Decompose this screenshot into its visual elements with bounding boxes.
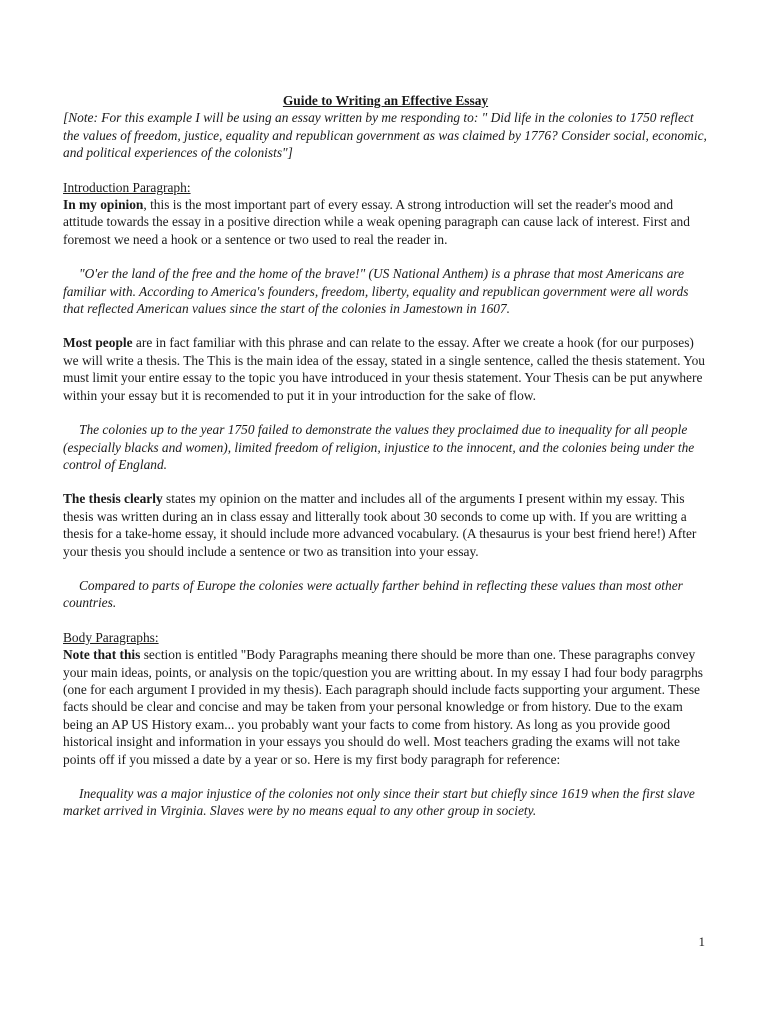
body-paragraphs-explanation xyxy=(63,646,708,768)
page-number: 1 xyxy=(698,934,705,949)
document-page xyxy=(63,92,708,820)
example-thesis: The colonies up to the year 1750 failed to demonstrate the values they proclaimed due to inequality for all people (especially blacks and women), limited freedom of religion, injustice to the innocent, and the colonies being under the control of England. xyxy=(63,422,695,472)
introduction-lead: In my opinion xyxy=(63,197,144,213)
introduction-paragraph xyxy=(63,196,708,248)
thesis-text: states my opinion on the matter and includes all of the arguments I present within my essay. This thesis was written during an in class essay and litterally took about 30 seconds to come up with. If you are writting a thesis for a take-home essay, it should include more advanced vocabulary. (A thesaurus is your best friend here!) After your thesis you should include a sentence or two as transition into your essay. xyxy=(63,491,697,559)
example-hook: "O'er the land of the free and the home of the brave!" (US National Anthem) is a phrase that most Americans are familiar with. According to America's founders, freedom, liberty, equality and republican government were all words that reflected American values since the start of the colonies in Jamestown in 1607. xyxy=(63,266,689,317)
example-transition: Compared to parts of Europe the colonies were actually farther behind in reflecting these values than most other countries. xyxy=(63,577,683,611)
most-people-lead: Most people xyxy=(63,335,133,351)
document-title: Guide to Writing an Effective Essay xyxy=(282,93,489,108)
thesis-clarity-paragraph xyxy=(63,490,708,560)
body-text: section is entitled "Body Paragraphs meaning there should be more than one. These paragraphs convey your main ideas, points, or analysis on the topic/question you are writting about. In my essay I had four body paragrphs (one for each argument I provided in my thesis). Each paragraph should include facts supporting your argument. These facts should be clear and concise and may be taken from your personal knowledge or from history. Due to the exam being an AP US History exam... you probably want your facts to come from history. As long as you provide good historical insight and information in your essays you should do well. Most teachers grading the exams will not take points off if you missed a date by a year or so. Here is my first body paragraph for reference: xyxy=(63,647,704,767)
body-lead: Note that this xyxy=(63,647,141,663)
thesis-lead: The thesis clearly xyxy=(63,491,163,507)
example-body-paragraph: Inequality was a major injustice of the colonies not only since their start but chiefly since 1619 when the first slave market arrived in Virginia. Slaves were by no means equal to any other group in society. xyxy=(63,786,695,819)
most-people-text: are in fact familiar with this phrase and can relate to the essay. After we create a hook (for our purposes) we will write a thesis. The This is the main idea of the essay, stated in a single sentence, called the thesis statement. You must limit your entire essay to the topic you have introduced in your thesis statement. Your Thesis can be put anywhere within your essay but it is recomended to put it in your introduction for the sake of flow. xyxy=(63,335,705,403)
essay-prompt-note: [Note: For this example I will be using an essay written by me responding to: " Did life in the colonies to 1750 reflect the values of freedom, justice, equality and republican government as was claimed by 1776? Consider social, economic, and political experiences of the colonists"] xyxy=(63,110,707,161)
introduction-heading: Introduction Paragraph: xyxy=(63,179,191,195)
thesis-explanation-paragraph xyxy=(63,334,708,404)
body-paragraphs-heading: Body Paragraphs: xyxy=(63,629,159,645)
introduction-text: , this is the most important part of every essay. A strong introduction will set the reader's mood and attitude towards the essay in a positive direction while a weak opening paragraph can cause lack of interest. First and foremost we need a hook or a sentence or two used to real the reader in. xyxy=(63,197,690,247)
